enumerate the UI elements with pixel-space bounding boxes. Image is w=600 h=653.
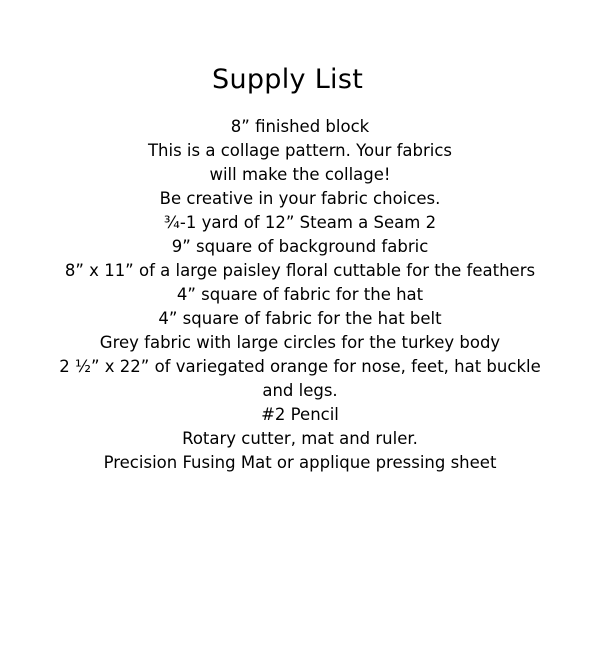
supply-line: 8” x 11” of a large paisley floral cuttable for the feathers [64, 261, 536, 280]
supply-list [0, 115, 600, 475]
supply-line: and legs. [262, 381, 338, 400]
supply-line: 4” square of fabric for the hat belt [158, 309, 442, 328]
supply-line: Rotary cutter, mat and ruler. [182, 429, 418, 448]
supply-line: Precision Fusing Mat or applique pressing sheet [103, 453, 497, 472]
supply-line: 4” square of fabric for the hat [176, 285, 424, 304]
supply-line: 2 ½” x 22” of variegated orange for nose, feet, hat buckle [59, 357, 541, 376]
supply-line: #2 Pencil [261, 405, 339, 424]
supply-line: ¾-1 yard of 12” Steam a Seam 2 [163, 213, 437, 232]
supply-line: Grey fabric with large circles for the turkey body [99, 333, 501, 352]
supply-line: Be creative in your fabric choices. [159, 189, 441, 208]
supply-line: will make the collage! [209, 165, 391, 184]
page-title: Supply List [212, 64, 364, 95]
supply-line: 8” finished block [230, 117, 370, 136]
supply-line: 9” square of background fabric [171, 237, 429, 256]
supply-line: This is a collage pattern. Your fabrics [147, 141, 453, 160]
